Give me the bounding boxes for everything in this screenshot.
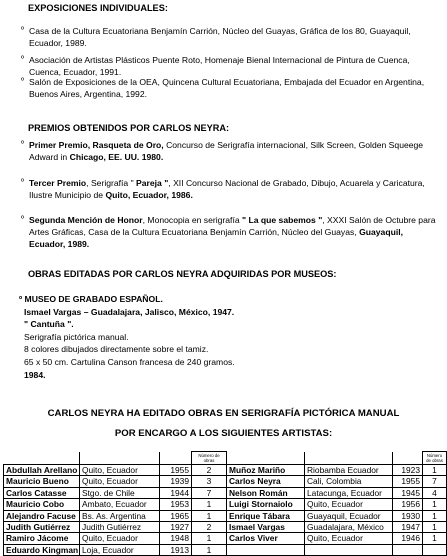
table-cell <box>423 544 447 555</box>
table-row <box>4 487 447 498</box>
museum-entry: º MUSEO DE GRABADO ESPAÑOL. Ismael Vargas – Guadalajara, Jalisco, México, 1947. " Cantuña ". Serigrafía pictórica manual. 8 colores dibujados directamente sobre el tamiz. 65 x 50 cm. Cartulina Canson francesa de 240 gramos. 1984. <box>19 294 235 380</box>
table-cell: Enrique Tábara <box>227 510 305 521</box>
table-cell: Abdullah Arellano <box>4 465 80 476</box>
table-cell <box>393 544 423 555</box>
table-header-cell: Número de obras <box>423 452 447 465</box>
bullet-icon: º <box>21 139 24 148</box>
table-cell: 7 <box>423 476 447 487</box>
premios-heading: PREMIOS OBTENIDOS POR CARLOS NEYRA: <box>28 123 230 133</box>
table-cell: 1965 <box>160 510 192 521</box>
table-cell: 1956 <box>393 499 423 510</box>
table-row <box>4 533 447 544</box>
table-row <box>4 465 447 476</box>
exposicion-item: º Salón de Exposiciones de la OEA, Quincena Cultural Ecuatoriana, Embajada del Ecuador en Argentina, Buenos Aires, Argentina, 1992. <box>21 76 425 100</box>
table-cell: 1 <box>423 465 447 476</box>
table-cell: Eduardo Kingman <box>4 544 80 555</box>
premio-item: º Segunda Mención de Honor, Monocopia en serigrafía " La que sabemos ", XXXI Salón de Octubre para Artes Gráficas, Casa de la Cultura Ecuatoriana Benjamín Carrión, Núcleo del Guayas, Guayaquil, Ecuador, 1989. <box>21 214 436 250</box>
table-cell: Loja, Ecuador <box>80 544 160 555</box>
table-cell: 2 <box>192 522 227 533</box>
table-cell: Judith Gutiérrez <box>4 522 80 533</box>
table-cell: Carlos Neyra <box>227 476 305 487</box>
table-cell: 1 <box>192 533 227 544</box>
bullet-icon: º <box>21 76 24 85</box>
table-header-cell: Número de obras <box>192 452 227 465</box>
table-cell: 4 <box>423 487 447 498</box>
table-row <box>4 544 447 555</box>
premio-item: º Primer Premio, Rasqueta de Oro, Concurso de Serigrafía internacional, Silk Screen, Golden Squeege Adward in Chicago, EE. UU. 1980. <box>21 139 424 163</box>
table-cell: Quito, Ecuador <box>80 465 160 476</box>
table-cell: Mauricio Cobo <box>4 499 80 510</box>
table-cell: Latacunga, Ecuador <box>305 487 393 498</box>
exposicion-item: º Asociación de Artistas Plásticos Puente Roto, Homenaje Bienal Internacional de Pintura de Cuenca, Cuenca, Ecuador, 1991. <box>21 54 410 78</box>
table-header-row <box>4 452 447 465</box>
premio-item: º Tercer Premio, Serigrafía " Pareja ", XII Concurso Nacional de Grabado, Dibujo, Acuarela y Caricatura, Ilustre Municipio de Quito, Ecuador, 1986. <box>21 177 425 201</box>
artists-table <box>3 451 447 556</box>
table-cell: 1 <box>423 499 447 510</box>
table-cell: 1944 <box>160 487 192 498</box>
table-cell: Carlos Viver <box>227 533 305 544</box>
encargo-heading-2: POR ENCARGO A LOS SIGUIENTES ARTISTAS: <box>114 428 333 439</box>
table-cell: 1945 <box>393 487 423 498</box>
table-row <box>4 510 447 521</box>
exposicion-item: º Casa de la Cultura Ecuatoriana Benjamín Carrión, Núcleo del Guayas, Gráfica de los 80, Guayaquil, Ecuador, 1989. <box>21 25 411 49</box>
table-cell: 1 <box>192 510 227 521</box>
table-cell: 1955 <box>393 476 423 487</box>
table-cell: Guadalajara, México <box>305 522 393 533</box>
table-cell: Muñoz Mariño <box>227 465 305 476</box>
table-cell: 1 <box>423 533 447 544</box>
table-cell: 1 <box>423 510 447 521</box>
table-cell: Carlos Catasse <box>4 487 80 498</box>
table-cell: Quito, Ecuador <box>80 476 160 487</box>
table-cell: Bs. As. Argentina <box>80 510 160 521</box>
bullet-icon: º <box>21 177 24 186</box>
table-cell: Quito, Ecuador <box>305 499 393 510</box>
table-cell: 1927 <box>160 522 192 533</box>
table-cell: 1 <box>192 544 227 555</box>
table-cell: 1946 <box>393 533 423 544</box>
exposiciones-heading: EXPOSICIONES INDIVIDUALES: <box>28 3 168 13</box>
table-cell: 1947 <box>393 522 423 533</box>
table-cell: 1913 <box>160 544 192 555</box>
bullet-icon: º <box>19 294 25 304</box>
table-cell: 1 <box>423 522 447 533</box>
table-cell: 7 <box>192 487 227 498</box>
table-cell: Mauricio Bueno <box>4 476 80 487</box>
table-cell: 3 <box>192 476 227 487</box>
bullet-icon: º <box>21 54 24 63</box>
table-cell <box>227 544 305 555</box>
table-cell: Riobamba Ecuador <box>305 465 393 476</box>
bullet-icon: º <box>21 25 24 34</box>
table-row <box>4 476 447 487</box>
table-cell: Judith Gutiérrez <box>80 522 160 533</box>
table-cell: 1930 <box>393 510 423 521</box>
table-cell: Ismael Vargas <box>227 522 305 533</box>
encargo-heading-1: CARLOS NEYRA HA EDITADO OBRAS EN SERIGRAFÍA PICTÓRICA MANUAL <box>47 408 400 419</box>
table-cell: 1953 <box>160 499 192 510</box>
table-cell: 1955 <box>160 465 192 476</box>
table-cell: Alejandro Facuse <box>4 510 80 521</box>
table-cell: Quito, Ecuador <box>80 533 160 544</box>
table-cell: 2 <box>192 465 227 476</box>
table-cell: Ramiro Jácome <box>4 533 80 544</box>
obras-heading: OBRAS EDITADAS POR CARLOS NEYRA ADQUIRIDAS POR MUSEOS: <box>28 269 337 279</box>
table-cell: 1939 <box>160 476 192 487</box>
table-cell: Quito, Ecuador <box>305 533 393 544</box>
table-row <box>4 499 447 510</box>
table-cell: Luigi Stornaiolo <box>227 499 305 510</box>
table-cell: 1923 <box>393 465 423 476</box>
table-cell: Nelson Román <box>227 487 305 498</box>
table-cell: Cali, Colombia <box>305 476 393 487</box>
table-cell: 1948 <box>160 533 192 544</box>
table-cell <box>305 544 393 555</box>
table-cell: 1 <box>192 499 227 510</box>
table-cell: Guayaquil, Ecuador <box>305 510 393 521</box>
table-row <box>4 522 447 533</box>
table-cell: Stgo. de Chile <box>80 487 160 498</box>
bullet-icon: º <box>21 214 24 223</box>
table-cell: Ambato, Ecuador <box>80 499 160 510</box>
